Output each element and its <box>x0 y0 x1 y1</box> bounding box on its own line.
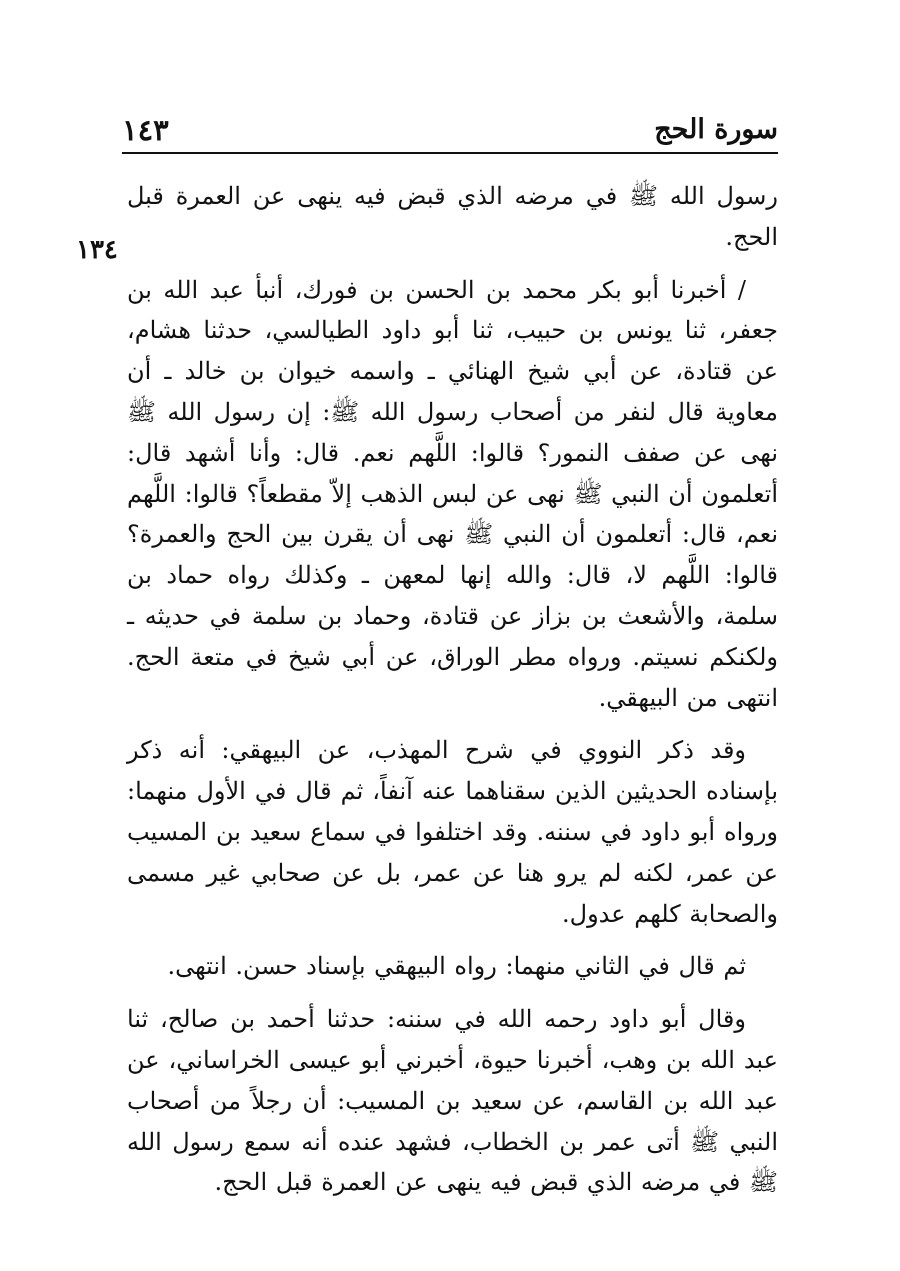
body-text <box>127 176 778 1215</box>
running-header <box>122 112 778 154</box>
paragraph-1: رسول الله ﷺ في مرضه الذي قبض فيه ينهى عن العمرة قبل الحج. <box>127 182 778 251</box>
chapter-title: سورة الحج <box>654 114 778 145</box>
paragraph-4: ثم قال في الثاني منهما: رواه البيهقي بإسناد حسن. انتهى. <box>167 952 746 981</box>
paragraph-2: / أخبرنا أبو بكر محمد بن الحسن بن فورك، أنبأ عبد الله بن جعفر، ثنا يونس بن حبيب، ثنا أبو داود الطيالسي، حدثنا هشام، عن قتادة، عن أبي شيخ الهنائي ـ واسمه خيوان بن خالد ـ أن معاوية قال لنفر من أصحاب رسول الله ﷺ: إن رسول الله ﷺ نهى عن صفف النمور؟ قالوا: اللَّهم نعم. قال: وأنا أشهد قال: أتعلمون أن النبي ﷺ نهى عن لبس الذهب إلاّ مقطعاً؟ قالوا: اللَّهم نعم، قال: أتعلمون أن النبي ﷺ نهى أن يقرن بين الحج والعمرة؟ قالوا: اللَّهم لا، قال: والله إنها لمعهن ـ وكذلك رواه حماد بن سلمة، والأشعث بن بزاز عن قتادة، وحماد بن سلمة في حديثه ـ ولكنكم نسيتم. ورواه مطر الوراق، عن أبي شيخ في متعة الحج. انتهى من البيهقي. <box>127 275 779 712</box>
paragraph-5: وقال أبو داود رحمه الله في سننه: حدثنا أحمد بن صالح، ثنا عبد الله بن وهب، أخبرنا حيوة، أخبرني أبو عيسى الخراساني، عن عبد الله بن القاسم، عن سعيد بن المسيب: أن رجلاً من أصحاب النبي ﷺ أتى عمر بن الخطاب، فشهد عنده أنه سمع رسول الله ﷺ في مرضه الذي قبض فيه ينهى عن العمرة قبل الحج. <box>127 1005 778 1197</box>
page-number: ١٤٣ <box>122 113 169 147</box>
paragraph-3: وقد ذكر النووي في شرح المهذب، عن البيهقي: أنه ذكر بإسناده الحديثين الذين سقناهما عنه آنفاً، ثم قال في الأول منهما: ورواه أبو داود في سننه. وقد اختلفوا في سماع سعيد بن المسيب عن عمر، لكنه لم يرو هنا عن عمر، بل عن صحابي غير مسمى والصحابة كلهم عدول. <box>127 736 778 928</box>
margin-page-marker: ١٣٤ <box>76 235 118 265</box>
